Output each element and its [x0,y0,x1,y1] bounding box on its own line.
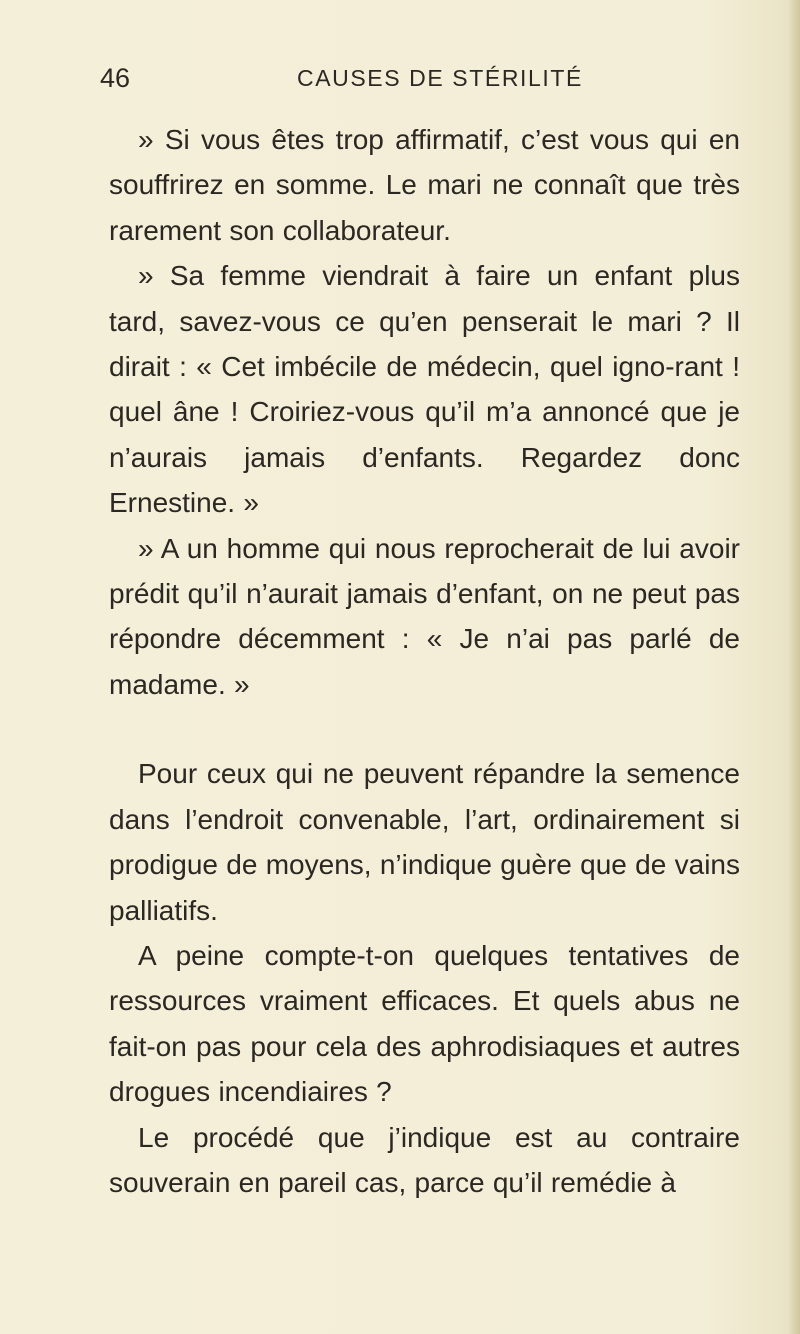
running-head [100,62,740,98]
paragraph-1: » Si vous êtes trop affirmatif, c’est vous qui en souffrirez en somme. Le mari ne connaît que très rarement son collaborateur. [109,124,740,246]
body-text [109,117,740,1205]
section-break [109,707,740,751]
page-edge-shadow [788,0,800,1334]
paragraph-5: A peine compte-t-on quelques tentatives de ressources vraiment efficaces. Et quels abus ne fait-on pas pour cela des aphrodisiaques et autres drogues incendiaires ? [109,939,740,1108]
page-number: 46 [100,63,131,93]
paragraph-2: » Sa femme viendrait à faire un enfant plus tard, savez-vous ce qu’en penserait le mari ? Il dirait : « Cet imbécile de médecin, quel igno-rant ! quel âne ! Croiriez-vous qu’il m’a annoncé que je n’aurais jamais d’enfants. Regardez donc Ernestine. » [109,260,740,519]
paragraph-3: » A un homme qui nous reprocherait de lui avoir prédit qu’il n’aurait jamais d’enfant, on ne peut pas répondre décemment : « Je n’ai pas parlé de madame. » [109,532,740,700]
running-title: CAUSES DE STÉRILITÉ [296,65,584,91]
paragraph-6: Le procédé que j’indique est au contraire souverain en pareil cas, parce qu’il remédie à [109,1121,740,1198]
paragraph-4: Pour ceux qui ne peuvent répandre la semence dans l’endroit convenable, l’art, ordinairement si prodigue de moyens, n’indique guère que de vains palliatifs. [109,758,740,926]
